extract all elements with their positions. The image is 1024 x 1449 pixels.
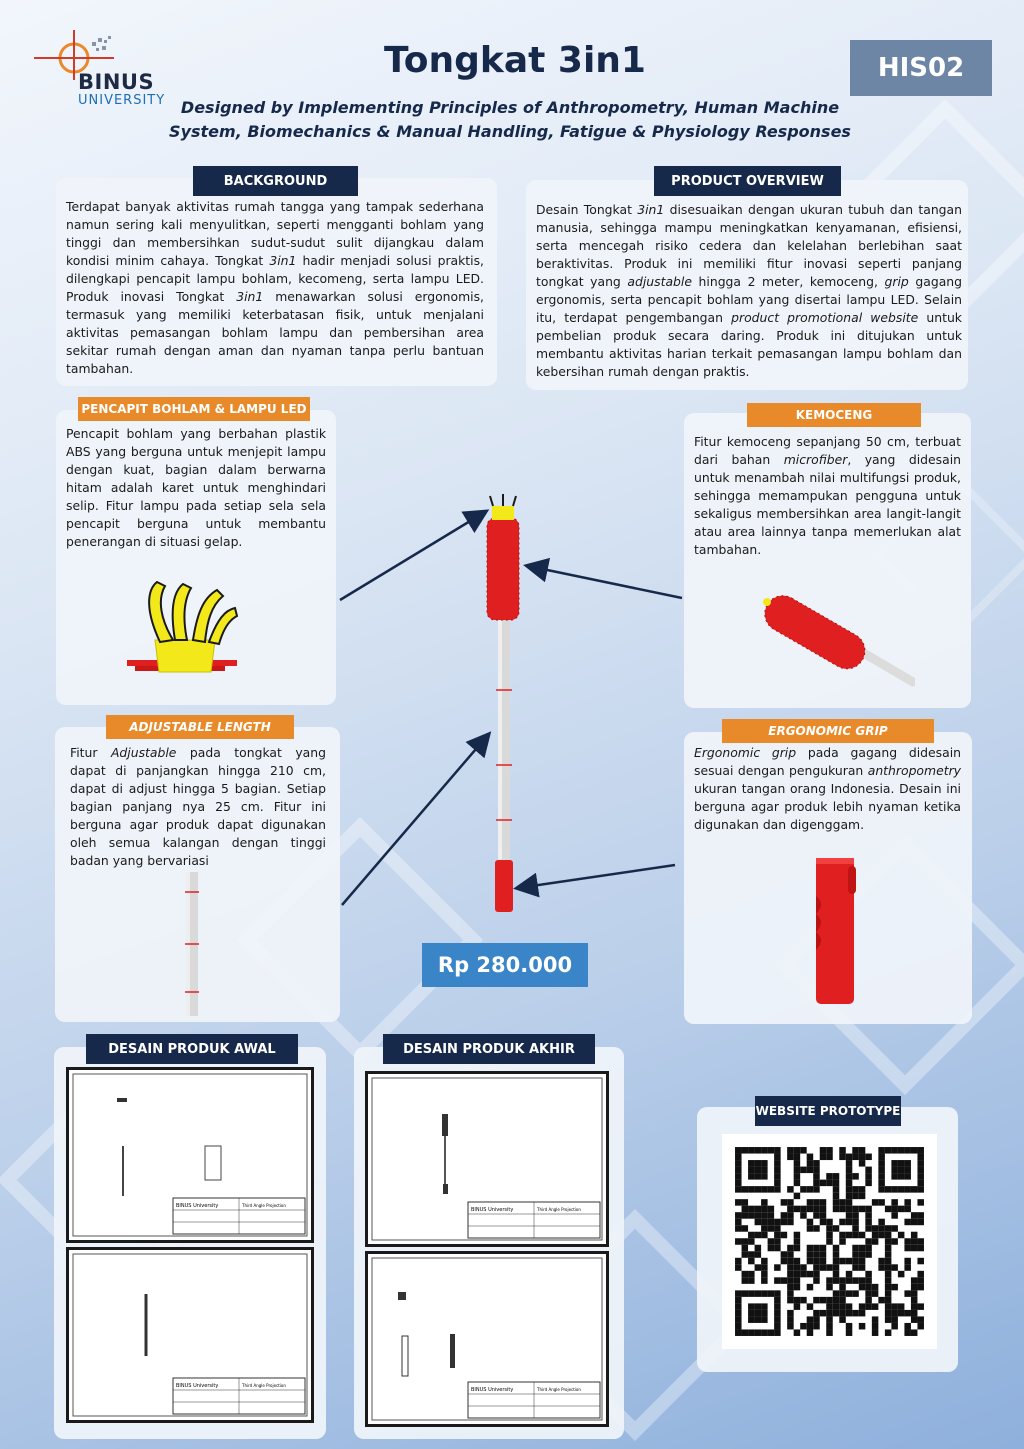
adjustable-heading: ADJUSTABLE LENGTH	[106, 715, 294, 739]
kemoceng-text-part2: , yang didesain untuk menambah nilai multifungsi produk, sehingga memampukan pengguna untuk sekaligus membersihkan area langit-langit atau area lainnya tanpa memerlukan alat tambahan.	[694, 452, 961, 557]
grip-text-part1: pada gagang didesain sesuai dengan pengukuran	[694, 745, 961, 778]
technical-drawing-akhir-1	[368, 1074, 606, 1244]
design-akhir-drawing-2	[365, 1251, 609, 1427]
titleblock-akhir-2-org: BINUS University	[471, 1387, 514, 1393]
design-awal-drawing-2	[66, 1247, 314, 1423]
overview-text	[536, 201, 962, 381]
overview-text-italic1: 3in1	[637, 202, 665, 217]
bulb-clamp-illustration	[125, 580, 245, 680]
adjustable-text	[70, 744, 326, 870]
overview-text-italic2: adjustable	[627, 274, 692, 289]
logo-subtext: UNIVERSITY	[78, 93, 166, 108]
qr-code-graphic[interactable]	[722, 1134, 937, 1349]
overview-text-part4: gagang ergonomis, serta pencapit bohlam yang disertai lampu LED. Selain itu, terdapat pengembangan	[536, 274, 963, 325]
subtitle-line2: System, Biomechanics & Manual Handling, Fatigue & Physiology Responses	[169, 122, 851, 141]
page-title: Tongkat 3in1	[384, 40, 646, 81]
titleblock-awal-2-org: BINUS University	[176, 1383, 219, 1389]
titleblock-awal-2	[173, 1378, 305, 1414]
grip-text-italic2: anthropometry	[867, 763, 961, 778]
pencapit-heading: PENCAPIT BOHLAM & LAMPU LED	[78, 397, 310, 421]
grip-text-part2: ukuran tangan orang Indonesia. Desain ini berguna agar produk lebih nyaman ketika digunakan dan digenggam.	[694, 781, 961, 832]
technical-drawing-akhir-2	[368, 1254, 606, 1424]
technical-drawing-awal-1	[69, 1070, 311, 1240]
grip-text	[694, 744, 961, 834]
overview-text-italic3: grip	[884, 274, 909, 289]
overview-text-part1: Desain Tongkat	[536, 202, 638, 217]
subtitle-line1: Designed by Implementing Principles of Anthropometry, Human Machine	[180, 98, 840, 117]
adjustable-text-italic1: Adjustable	[110, 745, 177, 760]
overview-text-part5: untuk pembelian produk secara daring. Produk ini ditujukan untuk membantu aktivitas harian terkait pemasangan lampu bohlam dan kebersihan rumah dengan praktis.	[536, 310, 962, 379]
design-awal-heading: DESAIN PRODUK AWAL	[86, 1034, 298, 1064]
background-text-part1: Terdapat banyak aktivitas rumah tangga yang tampak sederhana namun sering kali menyulitkan, seperti mengganti bohlam yang tinggi dan membersihkan sudut-sudut sulit dijangkau dalam kondisi minim cahaya. Tongkat	[66, 199, 484, 268]
background-text-italic2: 3in1	[236, 289, 264, 304]
pole-segments-illustration	[180, 872, 204, 1016]
price-tag: Rp 280.000	[422, 943, 588, 987]
project-code-badge: HIS02	[850, 40, 992, 96]
titleblock-akhir-1	[468, 1202, 600, 1238]
titleblock-akhir-2-projection: Third Angle Projection	[537, 1387, 581, 1392]
website-qr-code[interactable]	[722, 1134, 937, 1349]
grip-text-italic1: Ergonomic grip	[694, 745, 797, 760]
titleblock-awal-2-projection: Third Angle Projection	[242, 1383, 286, 1388]
adjustable-text-part2: pada tongkat yang dapat di panjangkan hingga 210 cm, dapat di adjust hingga 5 bagian. Setiap bagian panjang nya 25 cm. Fitur ini berguna agar produk dapat digunakan oleh semua kalangan dengan tinggi badan yang bervariasi	[70, 745, 326, 868]
titleblock-akhir-1-org: BINUS University	[471, 1207, 514, 1213]
technical-drawing-awal-2	[69, 1250, 311, 1420]
design-akhir-drawing-1	[365, 1071, 609, 1247]
pencapit-text: Pencapit bohlam yang berbahan plastik ABS yang berguna untuk menjepit lampu dengan kuat, bagian dalam berwarna hitam adalah karet untuk menghindari selip. Fitur lampu pada setiap sela sela pencapit berguna untuk membantu penerangan di situasi gelap.	[66, 426, 326, 549]
design-awal-drawing-1	[66, 1067, 314, 1243]
overview-text-part3: hingga 2 meter, kemoceng,	[691, 274, 885, 289]
design-akhir-heading: DESAIN PRODUK AKHIR	[383, 1034, 595, 1064]
product-illustration	[330, 490, 690, 920]
background-heading: BACKGROUND	[193, 166, 358, 196]
page-subtitle	[160, 96, 860, 144]
background-text-part2: hadir menjadi solusi praktis, dilengkapi pencapit lampu bohlam, kecomeng, serta lampu LED. Produk inovasi Tongkat	[66, 253, 484, 304]
overview-text-part2: disesuaikan dengan ukuran tubuh dan tangan manusia, sehingga mampu meningkatkan kenyamanan, efisiensi, serta mencegah risiko cedera dan kelelahan berlebihan saat beraktivitas. Produk ini memiliki fitur inovasi seperti panjang tongkat yang	[536, 202, 962, 289]
background-text-part3: menawarkan solusi ergonomis, termasuk yang memiliki keterbatasan fisik, untuk menjalani aktivitas pemasangan bohlam lampu dan pembersihan area sekitar rumah dengan aman dan nyaman tanpa perlu bantuan tambahan.	[66, 289, 484, 376]
titleblock-awal-1-projection: Third Angle Projection	[242, 1203, 286, 1208]
adjustable-text-part1: Fitur	[70, 745, 111, 760]
website-heading: WEBSITE PROTOTYPE	[755, 1096, 901, 1126]
background-text-italic1: 3in1	[269, 253, 297, 268]
titleblock-awal-1	[173, 1198, 305, 1234]
kemoceng-text-italic1: microfiber	[783, 452, 848, 467]
titleblock-akhir-2	[468, 1382, 600, 1418]
duster-illustration	[745, 590, 915, 690]
titleblock-akhir-1-projection: Third Angle Projection	[537, 1207, 581, 1212]
kemoceng-text-part1: Fitur kemoceng sepanjang 50 cm, terbuat dari bahan	[694, 434, 961, 467]
grip-illustration	[808, 852, 864, 1008]
background-text	[66, 198, 484, 378]
titleblock-awal-1-org: BINUS University	[176, 1203, 219, 1209]
logo-wordmark: BINUS	[78, 70, 155, 94]
grip-heading: ERGONOMIC GRIP	[722, 719, 934, 743]
kemoceng-heading: KEMOCENG	[747, 403, 921, 427]
overview-heading: PRODUCT OVERVIEW	[654, 166, 841, 196]
overview-text-italic4: product promotional website	[731, 310, 919, 325]
kemoceng-text	[694, 433, 961, 559]
